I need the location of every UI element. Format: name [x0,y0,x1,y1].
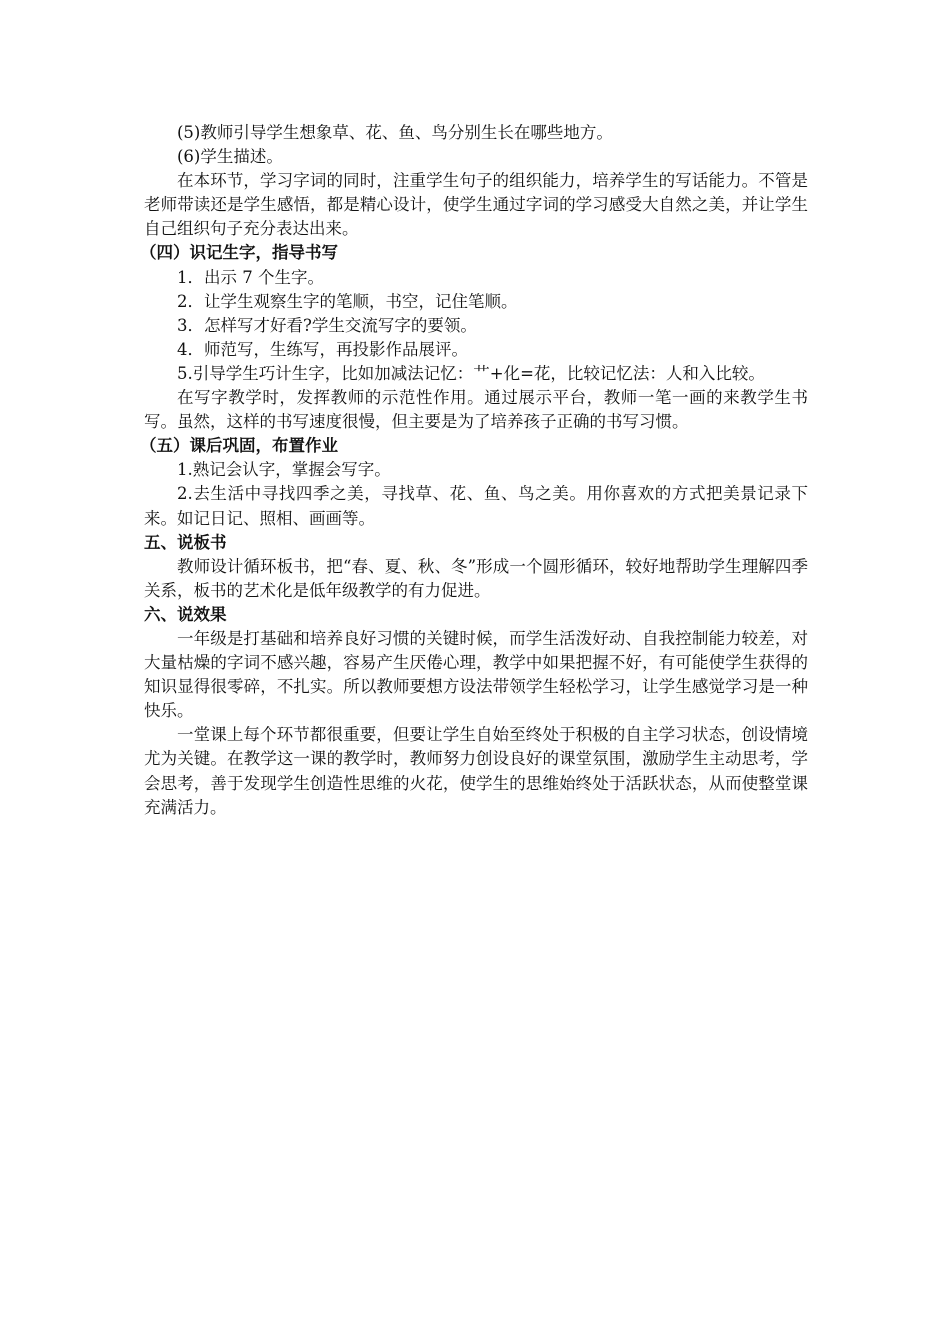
list-item: 1．出示 7 个生字。 [177,267,324,287]
section-heading: （四）识记生字，指导书写 [140,243,338,263]
paragraph: 教师设计循环板书，把“春、夏、秋、冬”形成一个圆形循环，较好地帮助学生理解四季关系，板书的艺术化是低年级教学的有力促进。 [144,556,808,600]
paragraph: (6)学生描述。 [177,147,283,167]
section-heading: 五、说板书 [144,532,227,552]
list-item: 3．怎样写才好看?学生交流写字的要领。 [177,315,477,335]
paragraph: 在本环节，学习字词的同时，注重学生句子的组织能力，培养学生的写话能力。不管是老师带读还是学生感悟，都是精心设计，使学生通过字词的学习感受大自然之美，并让学生自己组织句子充分表达出来。 [144,171,808,239]
list-item: 2.去生活中寻找四季之美，寻找草、花、鱼、鸟之美。用你喜欢的方式把美景记录下来。如记日记、照相、画画等。 [144,484,808,528]
section-heading: （五）课后巩固，布置作业 [140,436,338,456]
list-item: 1.熟记会认字，掌握会写字。 [177,460,391,480]
paragraph: 在写字教学时，发挥教师的示范性作用。通过展示平台，教师一笔一画的来教学生书写。虽然，这样的书写速度很慢，但主要是为了培养孩子正确的书写习惯。 [144,388,808,432]
document-body [140,121,808,820]
paragraph: 一年级是打基础和培养良好习惯的关键时候，而学生活泼好动、自我控制能力较差，对大量枯燥的字词不感兴趣，容易产生厌倦心理，教学中如果把握不好，有可能使学生获得的知识显得很零碎，不扎实。所以教师要想方设法带领学生轻松学习，让学生感觉学习是一种快乐。 [144,628,808,721]
paragraph: (5)教师引导学生想象草、花、鱼、鸟分别生长在哪些地方。 [177,123,613,142]
list-item: 5.引导学生巧计生字，比如加减法记忆：艹+化=花，比较记忆法：人和入比较。 [177,363,765,383]
section-heading: 六、说效果 [144,604,227,624]
paragraph: 一堂课上每个环节都很重要，但要让学生自始至终处于积极的自主学习状态，创设情境尤为关键。在教学这一课的教学时，教师努力创设良好的课堂氛围，激励学生主动思考，学会思考，善于发现学生创造性思维的火花，使学生的思维始终处于活跃状态，从而使整堂课充满活力。 [144,725,808,817]
list-item: 4．师范写，生练写，再投影作品展评。 [177,339,468,359]
list-item: 2．让学生观察生字的笔顺，书空，记住笔顺。 [177,291,518,311]
